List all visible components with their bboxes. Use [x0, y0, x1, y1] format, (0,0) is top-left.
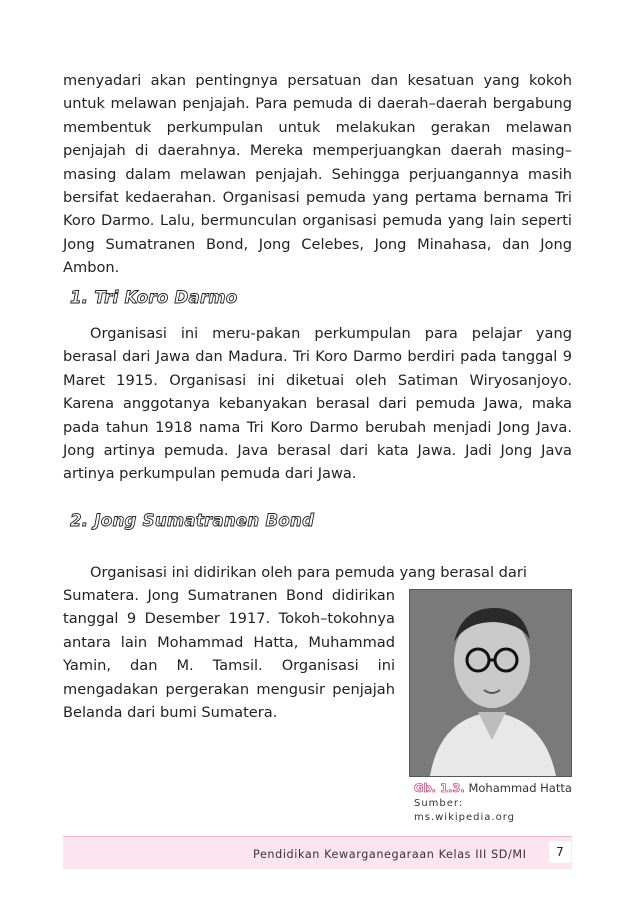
heading-jong-sumatranen-bond: 2. Jong Sumatranen Bond	[70, 511, 315, 530]
jong-sumatranen-paragraph: Sumatera. Jong Sumatranen Bond didirikan tanggal 9 Desember 1917. Tokoh–tokohnya antara lain Mohammad Hatta, Muhammad Yamin, dan M. Tamsil. Organisasi ini mengadakan pergerakan mengusir penjajah Belanda dari bumi Sumatera.	[63, 587, 395, 722]
jong-sumatranen-first-line: Organisasi ini didirikan oleh para pemuda yang berasal dari	[90, 564, 527, 581]
figure-source-url: ms.wikipedia.org	[414, 812, 515, 823]
portrait-photo	[409, 589, 572, 777]
figure-source-label: Sumber:	[414, 798, 464, 809]
intro-paragraph: menyadari akan pentingnya persatuan dan kesatuan yang kokoh untuk melawan penjajah. Para pemuda di daerah–daerah bergabung membentuk perkumpulan untuk melakukan gerakan melawan penjajah di daerahnya. Mereka memperjuangkan daerah masing–masing dalam melawan penjajah. Sehingga perjuangannya masih bersifat kedaerahan. Organisasi pemuda yang pertama bernama Tri Koro Darmo. Lalu, bermunculan organisasi pemuda yang lain seperti Jong Sumatranen Bond, Jong Celebes, Jong Minahasa, dan Jong Ambon.	[63, 72, 572, 277]
heading-tri-koro-darmo: 1. Tri Koro Darmo	[70, 288, 238, 307]
portrait-illustration	[410, 590, 571, 776]
figure-caption	[414, 780, 574, 824]
tri-koro-darmo-paragraph: Organisasi ini meru-pakan perkumpulan para pelajar yang berasal dari Jawa dan Madura. Tri Koro Darmo berdiri pada tanggal 9 Maret 1915. Organisasi ini diketuai oleh Satiman Wiryosanjoyo. Karena anggotanya kebanyakan berasal dari pemuda Jawa, maka pada tahun 1918 nama Tri Koro Darmo berubah menjadi Jong Java. Jong artinya pemuda. Java berasal dari kata Jawa. Jadi Jong Java artinya perkumpulan pemuda dari Jawa.	[63, 325, 572, 483]
figure-label: Gb. 1.3.	[414, 781, 465, 795]
figure-caption-text: Mohammad Hatta	[468, 781, 572, 795]
footer-book-title: Pendidikan Kewarganegaraan Kelas III SD/MI	[253, 848, 527, 861]
page-number: 7	[549, 841, 571, 863]
